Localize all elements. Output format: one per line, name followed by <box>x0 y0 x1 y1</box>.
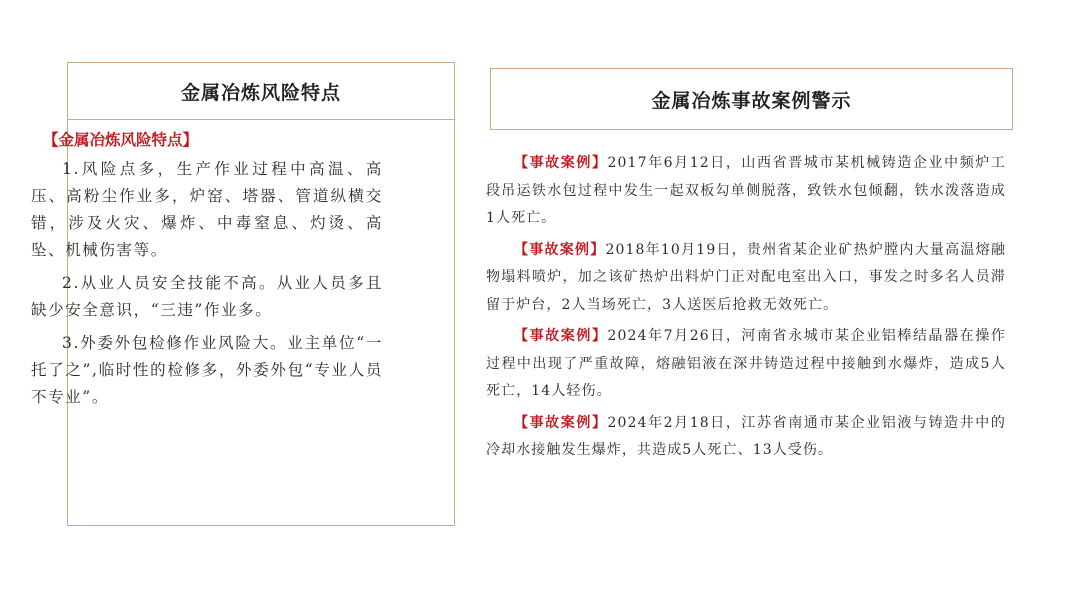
case-tag: 【事故案例】 <box>514 328 608 344</box>
case-tag: 【事故案例】 <box>514 155 608 171</box>
accident-cases-title-bar <box>490 68 1013 130</box>
accident-cases-title: 金属冶炼事故案例警示 <box>651 89 852 112</box>
risk-features-body <box>31 128 383 417</box>
case-text: 2024年7月26日，河南省永城市某企业铝棒结晶器在操作过程中出现了严重故障，熔融铝液在深井铸造过程中接触到水爆炸，造成5人死亡，14人轻伤。 <box>486 328 1006 399</box>
risk-point-3: 3.外委外包检修作业风险大。业主单位“一托了之”,临时性的检修多，外委外包“专业人员不专业”。 <box>31 334 383 406</box>
accident-case-1 <box>486 150 1006 233</box>
case-text: 2024年2月18日，江苏省南通市某企业铝液与铸造井中的冷却水接触发生爆炸，共造成5人死亡、13人受伤。 <box>486 414 1006 458</box>
case-tag: 【事故案例】 <box>514 414 608 431</box>
accident-case-4 <box>486 410 1006 465</box>
case-text: 2017年6月12日，山西省晋城市某机械铸造企业中频炉工段吊运铁水包过程中发生一起双板勾单侧脱落，致铁水包倾翻，铁水泼落造成1人死亡。 <box>486 155 1006 226</box>
risk-section-heading: 【金属冶炼风险特点】 <box>43 130 199 149</box>
case-tag: 【事故案例】 <box>514 241 606 258</box>
risk-features-title: 金属冶炼风险特点 <box>180 81 341 104</box>
risk-point-2: 2.从业人员安全技能不高。从业人员多且缺少安全意识，“三违”作业多。 <box>31 274 383 319</box>
accident-case-3 <box>486 323 1006 406</box>
risk-features-title-bar <box>68 63 454 120</box>
risk-point-1: 1.风险点多，生产作业过程中高温、高压、高粉尘作业多，炉窑、塔器、管道纵横交错，涉及火灾、爆炸、中毒窒息、灼烫、高坠、机械伤害等。 <box>31 160 383 259</box>
accident-case-2 <box>486 237 1006 320</box>
accident-cases-body <box>486 150 1006 469</box>
case-text: 2018年10月19日，贵州省某企业矿热炉膛内大量高温熔融物塌料喷炉，加之该矿热炉出料炉门正对配电室出入口，事发之时多名人员滞留于炉台，2人当场死亡，3人送医后抢救无效死亡。 <box>486 241 1006 313</box>
